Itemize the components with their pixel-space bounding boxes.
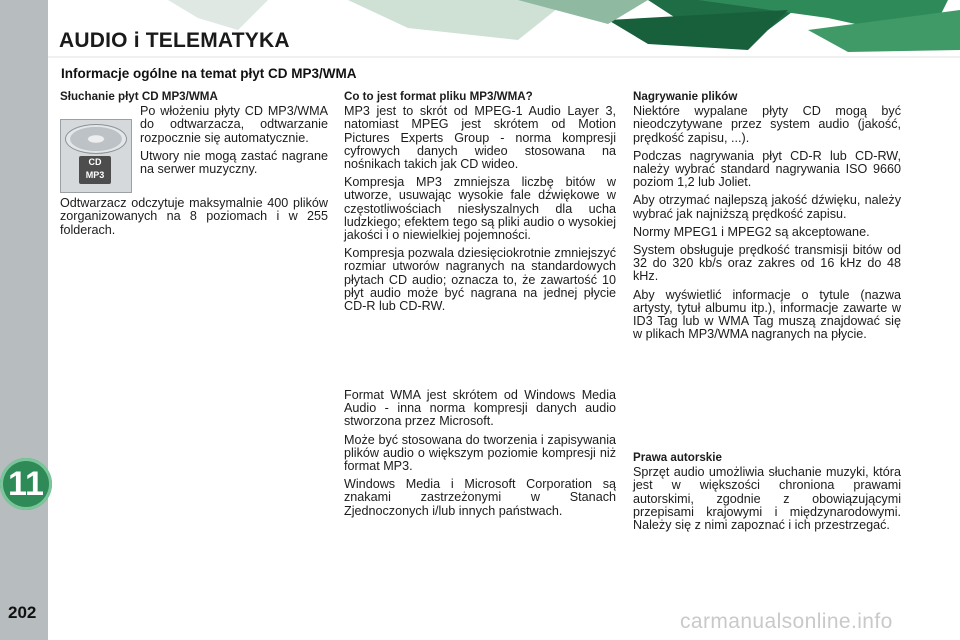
paragraph: Normy MPEG1 i MPEG2 są akceptowane. bbox=[633, 224, 870, 239]
page-number: 202 bbox=[8, 603, 37, 622]
sidebar-strip bbox=[0, 0, 48, 640]
section-title: Informacje ogólne na temat płyt CD MP3/WMA bbox=[61, 66, 357, 81]
paragraph: Aby wyświetlić informacje o tytule (nazwa artysty, tytuł albumu itp.), informacje zawarte w ID3 Tag lub w WMA Tag muszą znajdować się w plikach MP3/WMA nagranych na płycie. bbox=[633, 287, 901, 342]
column-format bbox=[344, 90, 616, 318]
page-header-title: AUDIO i TELEMATYKA bbox=[59, 29, 290, 52]
heading-listening: Słuchanie płyt CD MP3/WMA bbox=[60, 90, 218, 103]
heading-copyright: Prawa autorskie bbox=[633, 451, 722, 464]
column-format-wma bbox=[344, 389, 616, 523]
paragraph: Może być stosowana do tworzenia i zapisywania plików audio o większym poziomie kompresji niż format MP3. bbox=[344, 432, 616, 474]
paragraph: Format WMA jest skrótem od Windows Media Audio - inna norma kompresji danych audio stworzona przez Microsoft. bbox=[344, 388, 616, 429]
cd-logo-top: CD bbox=[88, 157, 102, 168]
paragraph: Utwory nie mogą zastać nagrane na serwer muzyczny. bbox=[140, 148, 328, 177]
paragraph: Sprzęt audio umożliwia słuchanie muzyki, która jest w większości chroniona prawami autorskimi, zgodnie z obowiązującymi przepisami krajowymi i międzynarodowymi. Należy się z nimi zapoznać i ich przestrzegać. bbox=[633, 465, 901, 533]
heading-recording: Nagrywanie plików bbox=[633, 90, 738, 103]
paragraph: Kompresja pozwala dziesięciokrotnie zmniejszyć rozmiar utworów nagranych na standardowych płytach CD audio; oznacza to, że zawartość 10 płyt audio może być nagrana na jednej płycie CD-R lub CD-RW. bbox=[344, 246, 616, 314]
paragraph: Podczas nagrywania płyt CD-R lub CD-RW, należy wybrać standard nagrywania ISO 9660 poziom 1,2 lub Joliet. bbox=[633, 148, 901, 190]
cd-logo-bottom: MP3 bbox=[85, 170, 105, 181]
column-copyright bbox=[633, 451, 901, 537]
heading-format: Co to jest format pliku MP3/WMA? bbox=[344, 90, 533, 103]
column-recording bbox=[633, 90, 901, 346]
paragraph: Aby otrzymać najlepszą jakość dźwięku, należy wybrać jak najniższą prędkość zapisu. bbox=[633, 193, 901, 221]
paragraph: System obsługuje prędkość transmisji bitów od 32 do 320 kb/s oraz zakres od 16 kHz do 48 kHz. bbox=[633, 243, 901, 284]
paragraph: Po włożeniu płyty CD MP3/WMA do odtwarzacza, odtwarzanie rozpocznie się automatycznie. bbox=[140, 104, 328, 145]
disc-icon bbox=[65, 124, 127, 154]
cd-logo bbox=[79, 156, 111, 184]
paragraph: Windows Media i Microsoft Corporation są znakami zastrzeżonymi w Stanach Zjednoczonych i/lub innych państwach. bbox=[344, 477, 616, 518]
column-listening bbox=[60, 90, 328, 242]
paragraph: Niektóre wypalane płyty CD mogą być nieodczytywane przez system audio (jakość, prędkość zapisu, ...). bbox=[633, 104, 901, 145]
chapter-badge: 11 bbox=[0, 458, 52, 510]
paragraph: Kompresja MP3 zmniejsza liczbę bitów w utworze, usuwając wysokie fale dźwiękowe w częstotliwościach niesłyszalnych dla ucha ludzkiego; efektem tego są pliki audio o wysokiej jakości i o niewielkiej pojemności. bbox=[344, 175, 616, 243]
paragraph: MP3 jest to skrót od MPEG-1 Audio Layer 3, natomiast MPEG jest skrótem od Motion Pictures Experts Group - norma kompresji cyfrowych danych wideo stosowana na nośnikach takich jak CD wideo. bbox=[344, 104, 616, 172]
paragraph: Odtwarzacz odczytuje maksymalnie 400 plików zorganizowanych na 8 poziomach i w 255 folderach. bbox=[60, 196, 328, 237]
watermark: carmanualsonline.info bbox=[680, 610, 893, 633]
cd-mp3-icon bbox=[60, 119, 132, 193]
